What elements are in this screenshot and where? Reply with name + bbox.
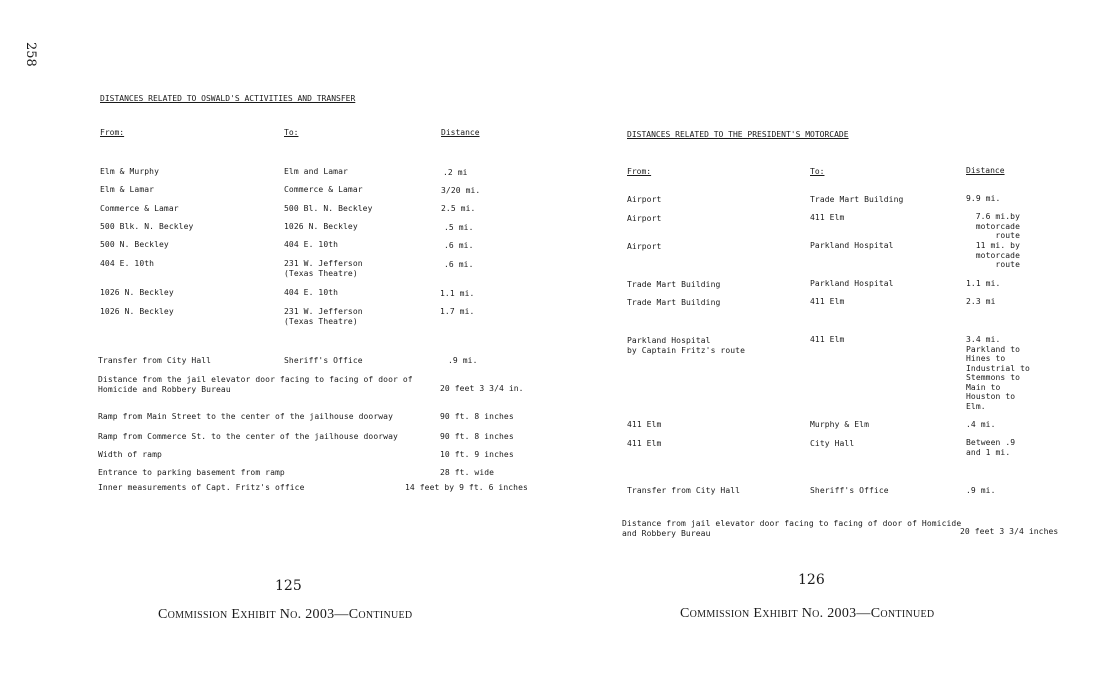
left-page-number: 125 <box>275 578 302 594</box>
left-heading: DISTANCES RELATED TO OSWALD'S ACTIVITIES AND TRANSFER <box>100 94 356 103</box>
measurement-value: 90 ft. 8 inches <box>440 432 514 441</box>
table-row-from: Commerce & Lamar <box>100 204 179 213</box>
left-caption: Commission Exhibit No. 2003—Continued <box>158 607 413 622</box>
table-row-from: Parkland Hospital by Captain Fritz's route <box>627 336 745 355</box>
table-row-distance: .6 mi. <box>444 260 474 269</box>
right-page-number: 126 <box>798 572 825 588</box>
table-row-from: Airport <box>627 214 662 223</box>
table-row-from: 500 N. Beckley <box>100 240 169 249</box>
table-row-distance: .6 mi. <box>444 241 474 250</box>
measurement-label: Ramp from Commerce St. to the center of the jailhouse doorway <box>98 432 398 441</box>
table-row-to: Elm and Lamar <box>284 167 348 176</box>
jail-distance-value: 20 feet 3 3/4 in. <box>440 384 524 393</box>
table-row-to: 500 Bl. N. Beckley <box>284 204 373 213</box>
right-caption: Commission Exhibit No. 2003—Continued <box>680 606 935 621</box>
table-row-from: 500 Blk. N. Beckley <box>100 222 194 231</box>
table-row-from: Airport <box>627 242 662 251</box>
table-row-distance: 3/20 mi. <box>441 186 481 195</box>
table-row-to: Parkland Hospital <box>810 279 894 288</box>
side-page-number: 258 <box>23 42 38 67</box>
table-row-to: Trade Mart Building <box>810 195 904 204</box>
table-row-distance: .9 mi. <box>966 486 996 495</box>
table-row-to: 404 E. 10th <box>284 288 339 297</box>
table-row-distance: 7.6 mi.by motorcade route <box>975 212 1020 240</box>
table-row-to: 404 E. 10th <box>284 240 339 249</box>
jail-distance-value: 20 feet 3 3/4 inches <box>960 527 1059 536</box>
table-row-to: Sheriff's Office <box>810 486 889 495</box>
table-row-to: 411 Elm <box>810 213 845 222</box>
table-row-distance: 2.3 mi <box>966 297 996 306</box>
measurement-label: Ramp from Main Street to the center of the jailhouse doorway <box>98 412 393 421</box>
table-row-from: 411 Elm <box>627 420 662 429</box>
measurement-label: Entrance to parking basement from ramp <box>98 468 285 477</box>
table-row-from: 404 E. 10th <box>100 259 155 268</box>
table-row-distance: .4 mi. <box>966 420 996 429</box>
table-row-from: Airport <box>627 195 662 204</box>
table-row-distance: 1.7 mi. <box>440 307 475 316</box>
table-row-to: 231 W. Jefferson (Texas Theatre) <box>284 307 363 326</box>
table-row-to: Parkland Hospital <box>810 241 894 250</box>
table-row-to: 411 Elm <box>810 297 845 306</box>
table-row-from: Transfer from City Hall <box>627 486 741 495</box>
table-row-from: 1026 N. Beckley <box>100 307 174 316</box>
left-col-to: To: <box>284 128 299 137</box>
transfer-from: Transfer from City Hall <box>98 356 212 365</box>
measurement-label: Inner measurements of Capt. Fritz's office <box>98 483 305 492</box>
table-row-from: 1026 N. Beckley <box>100 288 174 297</box>
jail-distance-label: Distance from jail elevator door facing to facing of door of Homicide and Robbery Bureau <box>622 519 962 538</box>
left-col-distance: Distance <box>441 128 480 137</box>
table-row-from: Trade Mart Building <box>627 280 721 289</box>
measurement-value: 90 ft. 8 inches <box>440 412 514 421</box>
transfer-distance: .9 mi. <box>448 356 478 365</box>
measurement-value: 28 ft. wide <box>440 468 495 477</box>
table-row-distance: 1.1 mi. <box>966 279 1001 288</box>
table-row-to: Commerce & Lamar <box>284 185 363 194</box>
right-col-distance: Distance <box>966 166 1005 175</box>
table-row-distance: 11 mi. by motorcade route <box>975 241 1020 269</box>
right-col-to: To: <box>810 167 825 176</box>
table-row-to: 231 W. Jefferson (Texas Theatre) <box>284 259 363 278</box>
table-row-distance: .5 mi. <box>444 223 474 232</box>
right-heading: DISTANCES RELATED TO THE PRESIDENT'S MOTORCADE <box>627 130 849 139</box>
measurement-value: 10 ft. 9 inches <box>440 450 514 459</box>
left-col-from: From: <box>100 128 125 137</box>
right-col-from: From: <box>627 167 652 176</box>
jail-distance-label: Distance from the jail elevator door facing to facing of door of Homicide and Robbery Bureau <box>98 375 413 394</box>
table-row-from: 411 Elm <box>627 439 662 448</box>
table-row-distance: .2 mi <box>443 168 468 177</box>
table-row-distance: 1.1 mi. <box>440 289 475 298</box>
transfer-to: Sheriff's Office <box>284 356 363 365</box>
measurement-label: Width of ramp <box>98 450 162 459</box>
table-row-distance: 3.4 mi. Parkland to Hines to Industrial to Stemmons to Main to Houston to Elm. <box>966 335 1030 411</box>
table-row-to: 1026 N. Beckley <box>284 222 358 231</box>
table-row-from: Elm & Murphy <box>100 167 159 176</box>
table-row-from: Elm & Lamar <box>100 185 155 194</box>
table-row-distance: 9.9 mi. <box>966 194 1001 203</box>
table-row-to: Murphy & Elm <box>810 420 869 429</box>
table-row-distance: Between .9 and 1 mi. <box>966 438 1016 457</box>
measurement-value: 14 feet by 9 ft. 6 inches <box>405 483 528 492</box>
table-row-to: City Hall <box>810 439 855 448</box>
table-row-from: Trade Mart Building <box>627 298 721 307</box>
table-row-distance: 2.5 mi. <box>441 204 476 213</box>
table-row-to: 411 Elm <box>810 335 845 344</box>
